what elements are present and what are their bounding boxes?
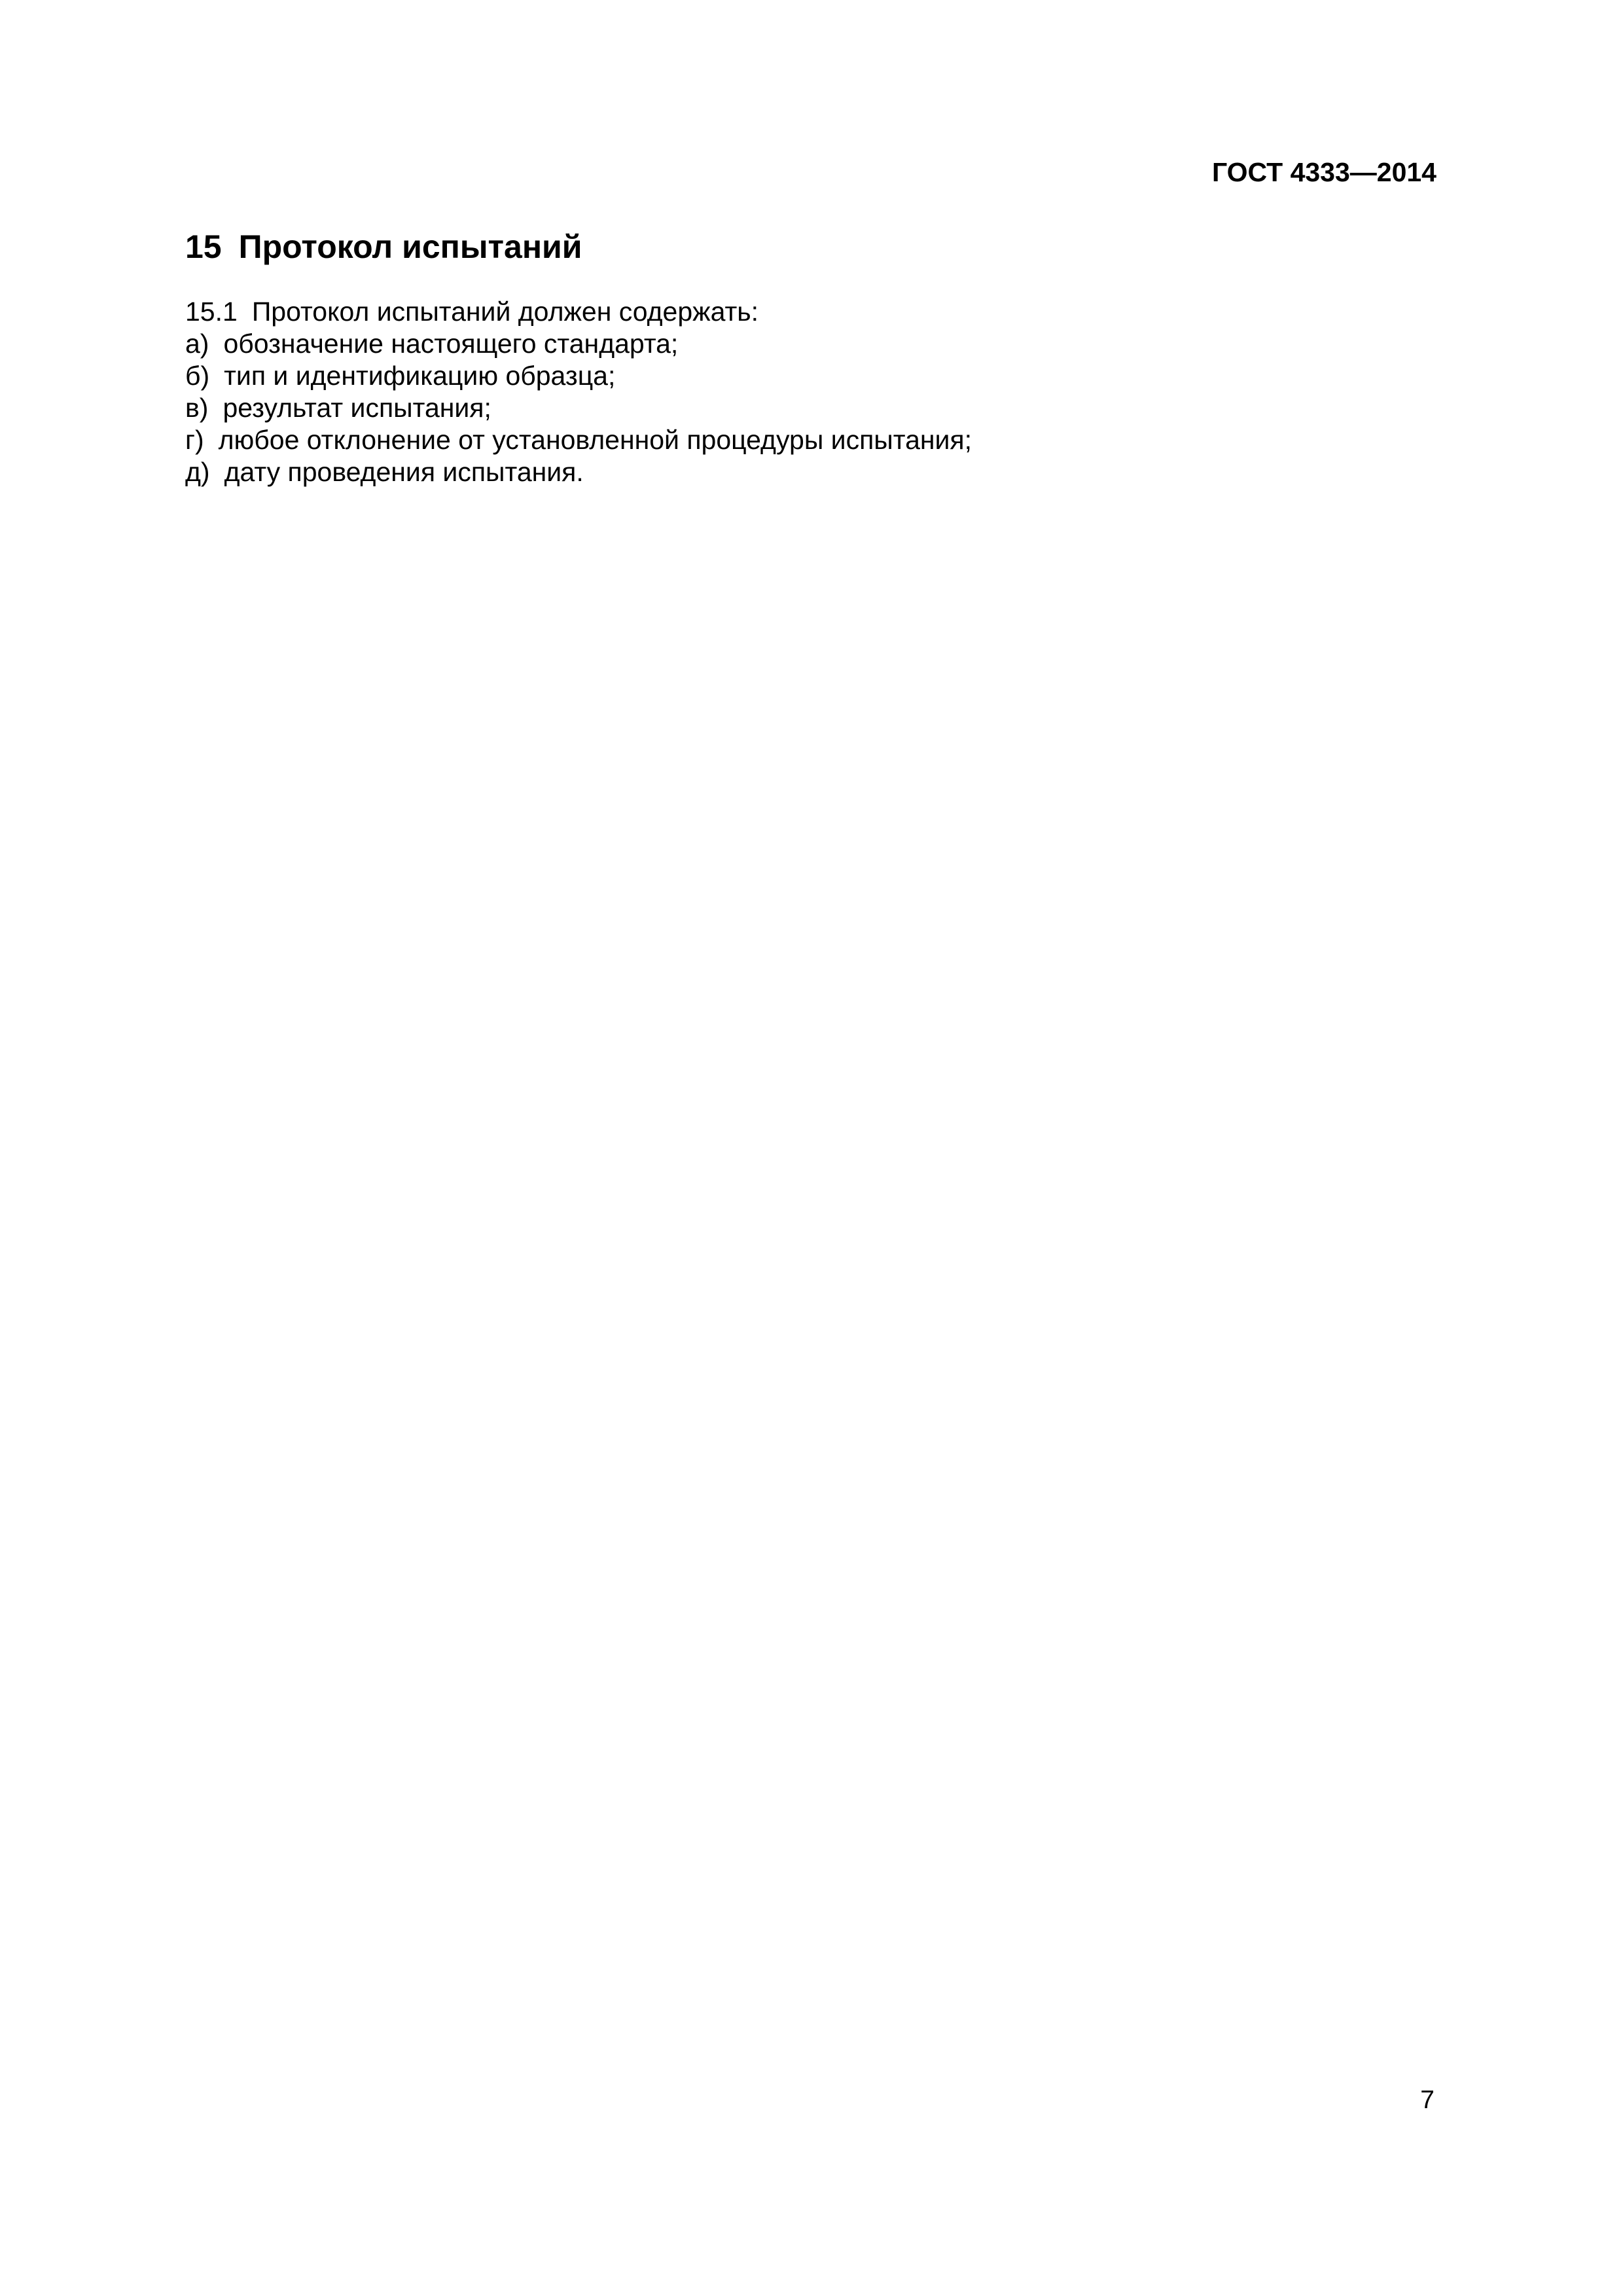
list-item-text: тип и идентификацию образца;	[224, 361, 616, 391]
clause-number: 15.1	[185, 296, 238, 327]
list-item	[185, 456, 972, 488]
clause-line	[185, 296, 972, 328]
list-item	[185, 360, 972, 392]
list-item	[185, 424, 972, 456]
section-title: Протокол испытаний	[238, 228, 582, 265]
list-item-text: обозначение настоящего стандарта;	[223, 329, 679, 359]
list-item-text: любое отклонение от установленной процедуры испытания;	[218, 425, 972, 455]
list-item-marker: в)	[185, 393, 209, 423]
page-number: 7	[1420, 2086, 1435, 2114]
section-body	[185, 296, 972, 488]
list-item-marker: д)	[185, 457, 210, 487]
list-item-marker: г)	[185, 425, 204, 455]
list-item-text: дату проведения испытания.	[224, 457, 584, 487]
section-number: 15	[185, 228, 222, 265]
section-heading	[185, 230, 582, 263]
list-item-marker: а)	[185, 329, 209, 359]
list-item	[185, 328, 972, 360]
clause-text: Протокол испытаний должен содержать:	[251, 296, 759, 327]
list-item-text: результат испытания;	[223, 393, 491, 423]
list-item	[185, 392, 972, 424]
list-item-marker: б)	[185, 361, 210, 391]
document-code: ГОСТ 4333—2014	[1211, 157, 1436, 187]
